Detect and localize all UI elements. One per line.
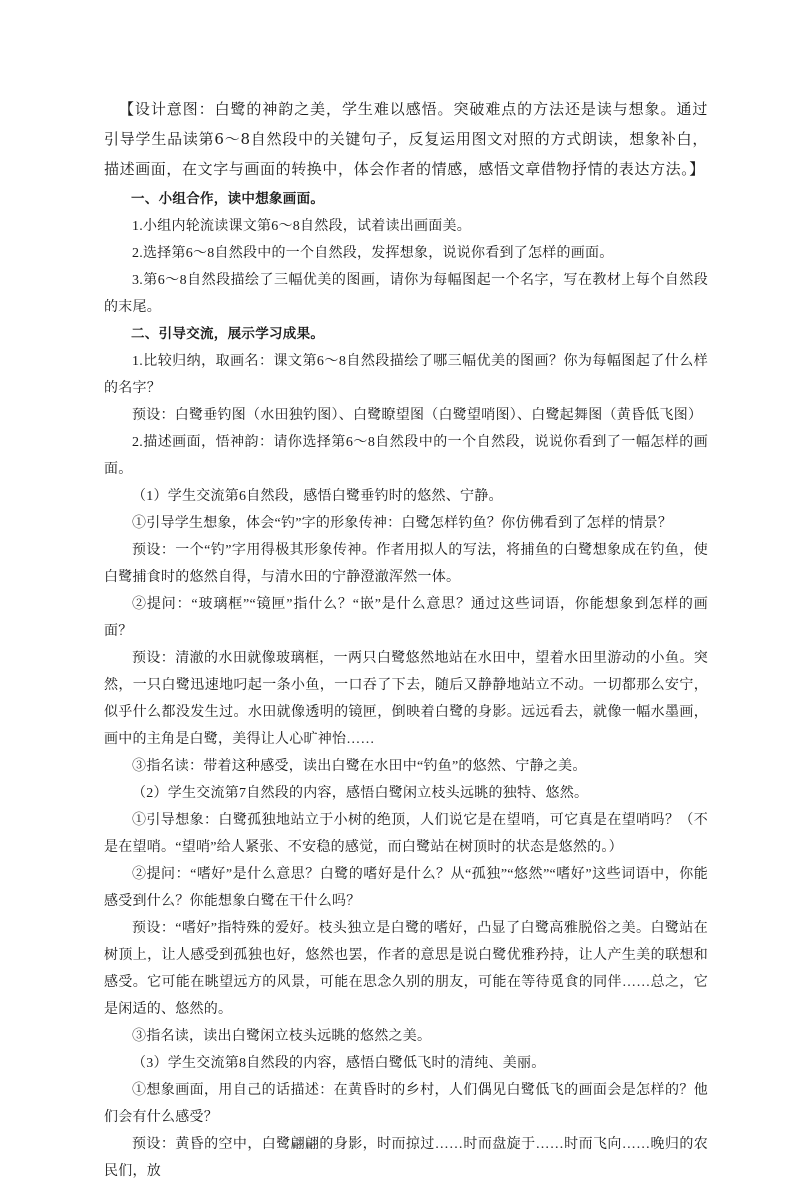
section-heading: 二、引导交流，展示学习成果。: [131, 326, 325, 342]
design-intent-note: 【设计意图：白鹭的神韵之美，学生难以感悟。突破难点的方法还是读与想象。通过引导学生品读第6～8自然段中的关键句子，反复运用图文对照的方式朗读，想象补白，描述画面，在文字与画面的转换中，体会作者的情感，感悟文章借物抒情的表达方法。】: [104, 100, 708, 178]
paragraph: ②提问：“嗜好”是什么意思？白鹭的嗜好是什么？从“孤独”“悠然”“嗜好”这些词语中，你能感受到什么？你能想象白鹭在干什么吗？: [104, 867, 708, 909]
paragraph: 1.比较归纳，取画名：课文第6～8自然段描绘了哪三幅优美的图画？你为每幅图起了什么样的名字？: [104, 354, 708, 396]
paragraph: （2）学生交流第7自然段的内容，感悟白鹭闲立枝头远眺的独特、悠然。: [132, 786, 589, 801]
paragraph: 3.第6～8自然段描绘了三幅优美的图画，请你为每幅图起一个名字，写在教材上每个自然段的末尾。: [104, 273, 708, 315]
paragraph: ③指名读，读出白鹭闲立枝头远眺的悠然之美。: [132, 1029, 432, 1044]
paragraph: （3）学生交流第8自然段的内容，感悟白鹭低飞时的清纯、美丽。: [132, 1056, 546, 1071]
paragraph: 2.描述画面，悟神韵：请你选择第6～8自然段中的一个自然段，说说你看到了一幅怎样的画面。: [104, 435, 708, 477]
paragraph: ①引导想象：白鹭孤独地站立于小树的绝顶，人们说它是在望哨，可它真是在望哨吗？（不是在望哨。“望哨”给人紧张、不安稳的感觉，而白鹭站在树顶时的状态是悠然的。）: [104, 813, 708, 855]
paragraph: （1）学生交流第6自然段，感悟白鹭垂钓时的悠然、宁静。: [132, 489, 503, 504]
paragraph: 预设：清澈的水田就像玻璃框，一两只白鹭悠然地站在水田中，望着水田里游动的小鱼。突然，一只白鹭迅速地叼起一条小鱼，一口吞了下去，随后又静静地站立不动。一切都那么安宁，似乎什么都没发生过。水田就像透明的镜匣，倒映着白鹭的身影。远远看去，就像一幅水墨画，画中的主角是白鹭，美得让人心旷神怡……: [104, 651, 708, 747]
paragraph: 预设：黄昏的空中，白鹭翩翩的身影，时而掠过……时而盘旋于……时而飞向……晚归的农民们，放: [104, 1137, 708, 1179]
lesson-content: [104, 186, 708, 1185]
paragraph: 2.选择第6～8自然段中的一个自然段，发挥想象，说说你看到了怎样的画面。: [132, 246, 614, 261]
paragraph: ①引导学生想象，体会“钓”字的形象传神：白鹭怎样钓鱼？你仿佛看到了怎样的情景？: [132, 516, 673, 531]
paragraph: 预设：“嗜好”指特殊的爱好。枝头独立是白鹭的嗜好，凸显了白鹭高雅脱俗之美。白鹭站在树顶上，让人感受到孤独也好，悠然也罢，作者的意思是说白鹭优雅矜持，让人产生美的联想和感受。它可能在眺望远方的风景，可能在思念久别的朋友，可能在等待觅食的同伴……总之，它是闲适的、悠然的。: [104, 921, 708, 1017]
section-heading: 一、小组合作，读中想象画面。: [131, 191, 325, 207]
paragraph: 预设：白鹭垂钓图（水田独钓图）、白鹭瞭望图（白鹭望哨图）、白鹭起舞图（黄昏低飞图）: [132, 408, 703, 423]
paragraph: 预设：一个“钓”字用得极其形象传神。作者用拟人的写法，将捕鱼的白鹭想象成在钓鱼，使白鹭捕食时的悠然自得，与清水田的宁静澄澈浑然一体。: [104, 543, 708, 585]
paragraph: ①想象画面，用自己的话描述：在黄昏时的乡村，人们偶见白鹭低飞的画面会是怎样的？他们会有什么感受？: [104, 1083, 708, 1125]
paragraph: ③指名读：带着这种感受，读出白鹭在水田中“钓鱼”的悠然、宁静之美。: [132, 759, 587, 774]
paragraph: ②提问：“玻璃框”“镜匣”指什么？“嵌”是什么意思？通过这些词语，你能想象到怎样的画面？: [104, 597, 708, 639]
paragraph: 1.小组内轮流读课文第6～8自然段，试着读出画面美。: [132, 219, 471, 234]
